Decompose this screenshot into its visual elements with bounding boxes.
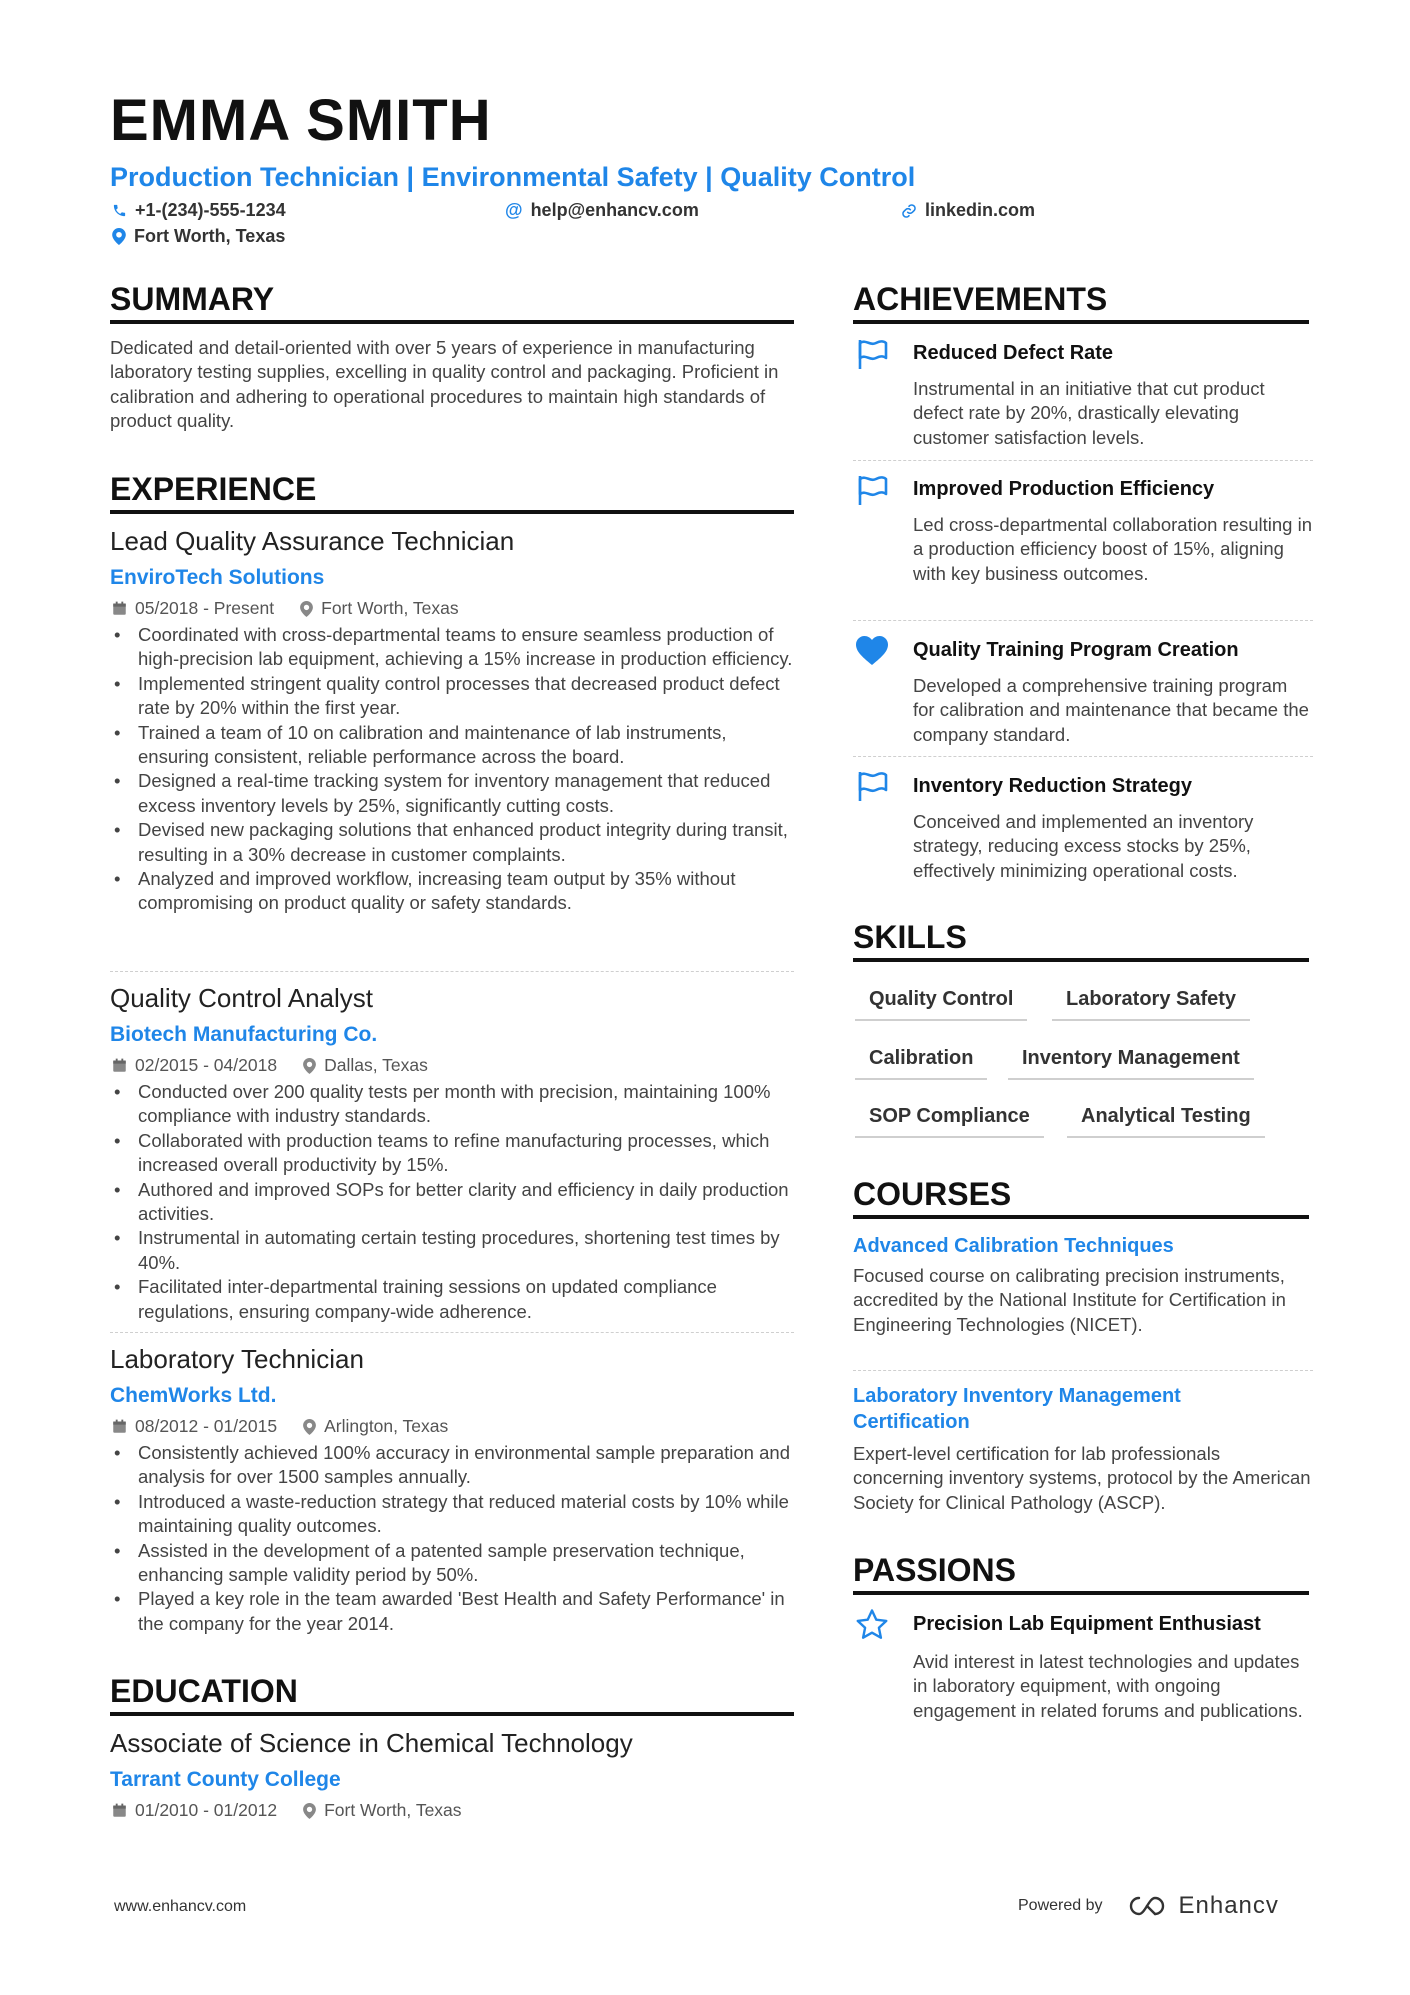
candidate-title: Production Technician | Environmental Safety | Quality Control bbox=[110, 162, 916, 192]
course-desc: Expert-level certification for lab professionals concerning inventory systems, protocol by the American Society for Clinical Pathology (ASCP). bbox=[853, 1443, 1311, 1513]
company-name: EnviroTech Solutions bbox=[110, 566, 325, 589]
flag-icon bbox=[855, 769, 889, 803]
flag-icon bbox=[855, 473, 889, 507]
school-name: Tarrant County College bbox=[110, 1768, 341, 1791]
footer-branding bbox=[1018, 1892, 1279, 1920]
skill-tag: Analytical Testing bbox=[1067, 1105, 1265, 1138]
experience-heading: EXPERIENCE bbox=[110, 471, 794, 514]
achievement-desc: Instrumental in an initiative that cut product defect rate by 20%, drastically elevating customer satisfaction levels. bbox=[913, 378, 1265, 448]
education-dates: 01/2010 - 01/2012 bbox=[135, 1800, 278, 1820]
contact-phone bbox=[112, 200, 286, 221]
list-item: • Authored and improved SOPs for better clarity and efficiency in daily production activities. bbox=[110, 1178, 800, 1227]
at-icon: @ bbox=[505, 200, 523, 220]
divider bbox=[853, 620, 1313, 621]
job-title: Laboratory Technician bbox=[110, 1344, 364, 1374]
job-meta bbox=[112, 1416, 474, 1437]
job-bullets bbox=[110, 1080, 800, 1324]
achievement-title: Improved Production Efficiency bbox=[913, 478, 1215, 500]
location-pin-icon bbox=[303, 1419, 316, 1435]
location-pin-icon bbox=[112, 228, 126, 245]
contact-location bbox=[112, 226, 285, 247]
divider bbox=[853, 756, 1313, 757]
calendar-icon bbox=[112, 1803, 127, 1818]
phone-text[interactable]: +1-(234)-555-1234 bbox=[135, 200, 286, 220]
list-item: • Designed a real-time tracking system for inventory management that reduced excess inventory levels by 25%, significantly cutting costs. bbox=[110, 769, 800, 818]
courses-heading: COURSES bbox=[853, 1176, 1309, 1219]
brand-name: Enhancv bbox=[1178, 1892, 1279, 1919]
divider bbox=[853, 460, 1313, 461]
job-location: Fort Worth, Texas bbox=[321, 598, 459, 618]
brand-logo bbox=[1125, 1892, 1279, 1920]
job-meta bbox=[112, 1055, 454, 1076]
email-link[interactable]: help@enhancv.com bbox=[530, 200, 699, 220]
course-desc: Focused course on calibrating precision instruments, accredited by the National Institute for Certification in Engineering Technologies (NICET). bbox=[853, 1265, 1286, 1335]
course-title: Laboratory Inventory Management Certification bbox=[853, 1385, 1181, 1433]
link-icon bbox=[901, 203, 917, 219]
degree-title: Associate of Science in Chemical Technology bbox=[110, 1728, 633, 1758]
powered-by-text: Powered by bbox=[1018, 1897, 1103, 1914]
calendar-icon bbox=[112, 1058, 127, 1073]
divider bbox=[110, 1332, 794, 1333]
job-bullets bbox=[110, 1441, 800, 1636]
skill-tag: Quality Control bbox=[855, 988, 1027, 1021]
passions-heading: PASSIONS bbox=[853, 1552, 1309, 1595]
list-item: • Devised new packaging solutions that enhanced product integrity during transit, resulting in a 30% decrease in customer complaints. bbox=[110, 818, 800, 867]
education-meta bbox=[112, 1800, 488, 1821]
list-item: • Coordinated with cross-departmental teams to ensure seamless production of high-precision lab equipment, achieving a 15% increase in production efficiency. bbox=[110, 623, 800, 672]
heart-icon bbox=[855, 634, 889, 668]
job-bullets bbox=[110, 623, 800, 916]
achievements-heading: ACHIEVEMENTS bbox=[853, 281, 1309, 324]
location-text: Fort Worth, Texas bbox=[134, 226, 286, 246]
list-item: • Consistently achieved 100% accuracy in environmental sample preparation and analysis for over 1500 samples annually. bbox=[110, 1441, 800, 1490]
skills-heading: SKILLS bbox=[853, 919, 1309, 962]
contact-email bbox=[505, 200, 699, 221]
candidate-name: EMMA SMITH bbox=[110, 88, 492, 153]
footer-website[interactable]: www.enhancv.com bbox=[114, 1898, 247, 1915]
calendar-icon bbox=[112, 601, 127, 616]
divider bbox=[110, 971, 794, 972]
education-location: Fort Worth, Texas bbox=[324, 1800, 462, 1820]
list-item: • Analyzed and improved workflow, increasing team output by 35% without compromising on product quality or safety standards. bbox=[110, 867, 800, 916]
list-item: • Facilitated inter-departmental training sessions on updated compliance regulations, ensuring company-wide adherence. bbox=[110, 1275, 800, 1324]
list-item: • Instrumental in automating certain testing procedures, shortening test times by 40%. bbox=[110, 1226, 800, 1275]
skill-tag: Inventory Management bbox=[1008, 1047, 1254, 1080]
list-item: • Collaborated with production teams to refine manufacturing processes, which increased overall productivity by 15%. bbox=[110, 1129, 800, 1178]
achievement-desc: Led cross-departmental collaboration resulting in a production efficiency boost of 15%, aligning with key business outcomes. bbox=[913, 514, 1312, 584]
job-dates: 08/2012 - 01/2015 bbox=[135, 1416, 278, 1436]
skill-tag: Calibration bbox=[855, 1047, 987, 1080]
job-meta bbox=[112, 598, 485, 619]
summary-text: Dedicated and detail-oriented with over 5 years of experience in manufacturing laboratory testing supplies, excelling in quality control and packaging. Proficient in calibration and adhering to operational procedures to maintain high standards of product quality. bbox=[110, 337, 779, 432]
phone-icon bbox=[112, 203, 127, 218]
flag-icon bbox=[855, 337, 889, 371]
linkedin-link[interactable]: linkedin.com bbox=[925, 200, 1036, 220]
list-item: • Played a key role in the team awarded 'Best Health and Safety Performance' in the company for the year 2014. bbox=[110, 1587, 800, 1636]
calendar-icon bbox=[112, 1419, 127, 1434]
location-pin-icon bbox=[303, 1803, 316, 1819]
enhancv-logo-icon bbox=[1125, 1894, 1169, 1918]
star-icon bbox=[855, 1608, 889, 1642]
job-dates: 02/2015 - 04/2018 bbox=[135, 1055, 278, 1075]
job-title: Quality Control Analyst bbox=[110, 983, 374, 1013]
course-title: Advanced Calibration Techniques bbox=[853, 1235, 1174, 1257]
skill-tag: SOP Compliance bbox=[855, 1105, 1044, 1138]
job-location: Dallas, Texas bbox=[324, 1055, 428, 1075]
location-pin-icon bbox=[300, 601, 313, 617]
company-name: Biotech Manufacturing Co. bbox=[110, 1023, 378, 1046]
passion-desc: Avid interest in latest technologies and updates in laboratory equipment, with ongoing engagement in related forums and publications. bbox=[913, 1651, 1303, 1721]
summary-heading: SUMMARY bbox=[110, 281, 794, 324]
achievement-desc: Conceived and implemented an inventory strategy, reducing excess stocks by 25%, effectively minimizing operational costs. bbox=[913, 811, 1254, 881]
job-title: Lead Quality Assurance Technician bbox=[110, 526, 515, 556]
passion-title: Precision Lab Equipment Enthusiast bbox=[913, 1613, 1261, 1635]
divider bbox=[853, 1370, 1313, 1371]
education-heading: EDUCATION bbox=[110, 1673, 794, 1716]
list-item: • Conducted over 200 quality tests per month with precision, maintaining 100% compliance with industry standards. bbox=[110, 1080, 800, 1129]
job-dates: 05/2018 - Present bbox=[135, 598, 275, 618]
list-item: • Assisted in the development of a patented sample preservation technique, enhancing sample validity period by 50%. bbox=[110, 1539, 800, 1588]
list-item: • Trained a team of 10 on calibration and maintenance of lab instruments, ensuring consistent, reliable performance across the board. bbox=[110, 721, 800, 770]
achievement-title: Reduced Defect Rate bbox=[913, 342, 1114, 364]
company-name: ChemWorks Ltd. bbox=[110, 1384, 277, 1407]
achievement-desc: Developed a comprehensive training program for calibration and maintenance that became the company standard. bbox=[913, 675, 1309, 745]
skill-tag: Laboratory Safety bbox=[1052, 988, 1250, 1021]
achievement-title: Quality Training Program Creation bbox=[913, 639, 1239, 661]
list-item: • Implemented stringent quality control processes that decreased product defect rate by 20% within the first year. bbox=[110, 672, 800, 721]
achievement-title: Inventory Reduction Strategy bbox=[913, 775, 1192, 797]
location-pin-icon bbox=[303, 1058, 316, 1074]
list-item: • Introduced a waste-reduction strategy that reduced material costs by 10% while maintaining quality outcomes. bbox=[110, 1490, 800, 1539]
job-location: Arlington, Texas bbox=[324, 1416, 449, 1436]
contact-linkedin bbox=[901, 200, 1035, 221]
